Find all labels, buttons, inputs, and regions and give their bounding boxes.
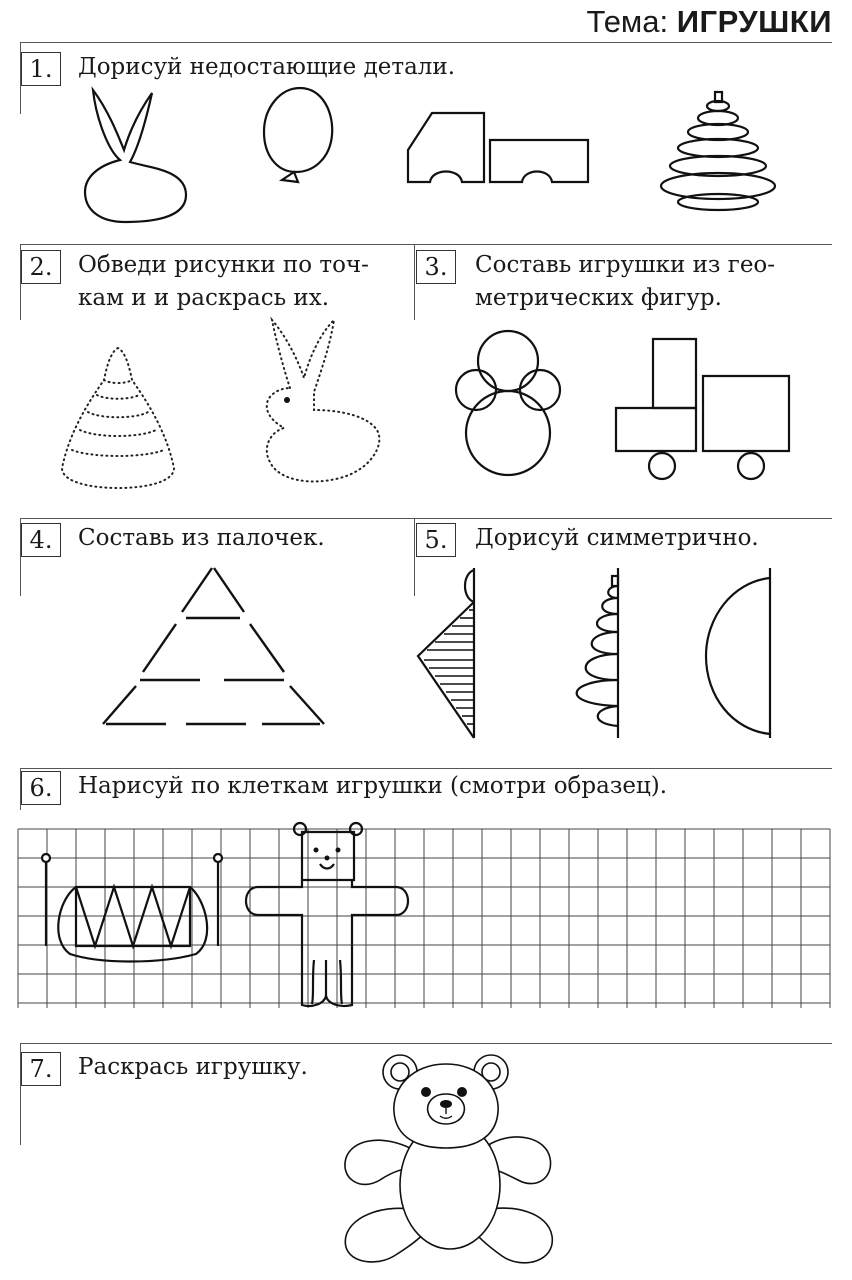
task3-line2: метрических фигур. xyxy=(475,285,722,311)
topic-value: ИГРУШКИ xyxy=(676,4,832,39)
teddy-bear-icon xyxy=(345,1055,552,1263)
topic-label: Тема: xyxy=(586,4,669,39)
task3-line1: Составь игрушки из гео- xyxy=(475,252,776,278)
task1-number: 1. xyxy=(21,52,61,86)
task4-number: 4. xyxy=(21,523,61,557)
task3-number: 3. xyxy=(416,250,456,284)
task1-line1: Дорисуй недостающие детали. xyxy=(78,54,456,80)
task7-number: 7. xyxy=(21,1052,61,1086)
teddy-eye-icon xyxy=(421,1087,431,1097)
task6-line1: Нарисуй по клеткам игрушки (смотри образец). xyxy=(78,773,668,799)
task4-line1: Составь из палочек. xyxy=(78,525,325,551)
teddy-eye-icon xyxy=(457,1087,467,1097)
task2-line2: кам и и раскрась их. xyxy=(78,285,330,311)
teddy-nose-icon xyxy=(440,1100,452,1108)
task5-line1: Дорисуй симметрично. xyxy=(475,525,759,551)
task2-line1: Обведи рисунки по точ- xyxy=(78,252,369,278)
task5-number: 5. xyxy=(416,523,456,557)
task7-line1: Раскрась игрушку. xyxy=(78,1054,308,1080)
task2-number: 2. xyxy=(21,250,61,284)
task6-number: 6. xyxy=(21,771,61,805)
